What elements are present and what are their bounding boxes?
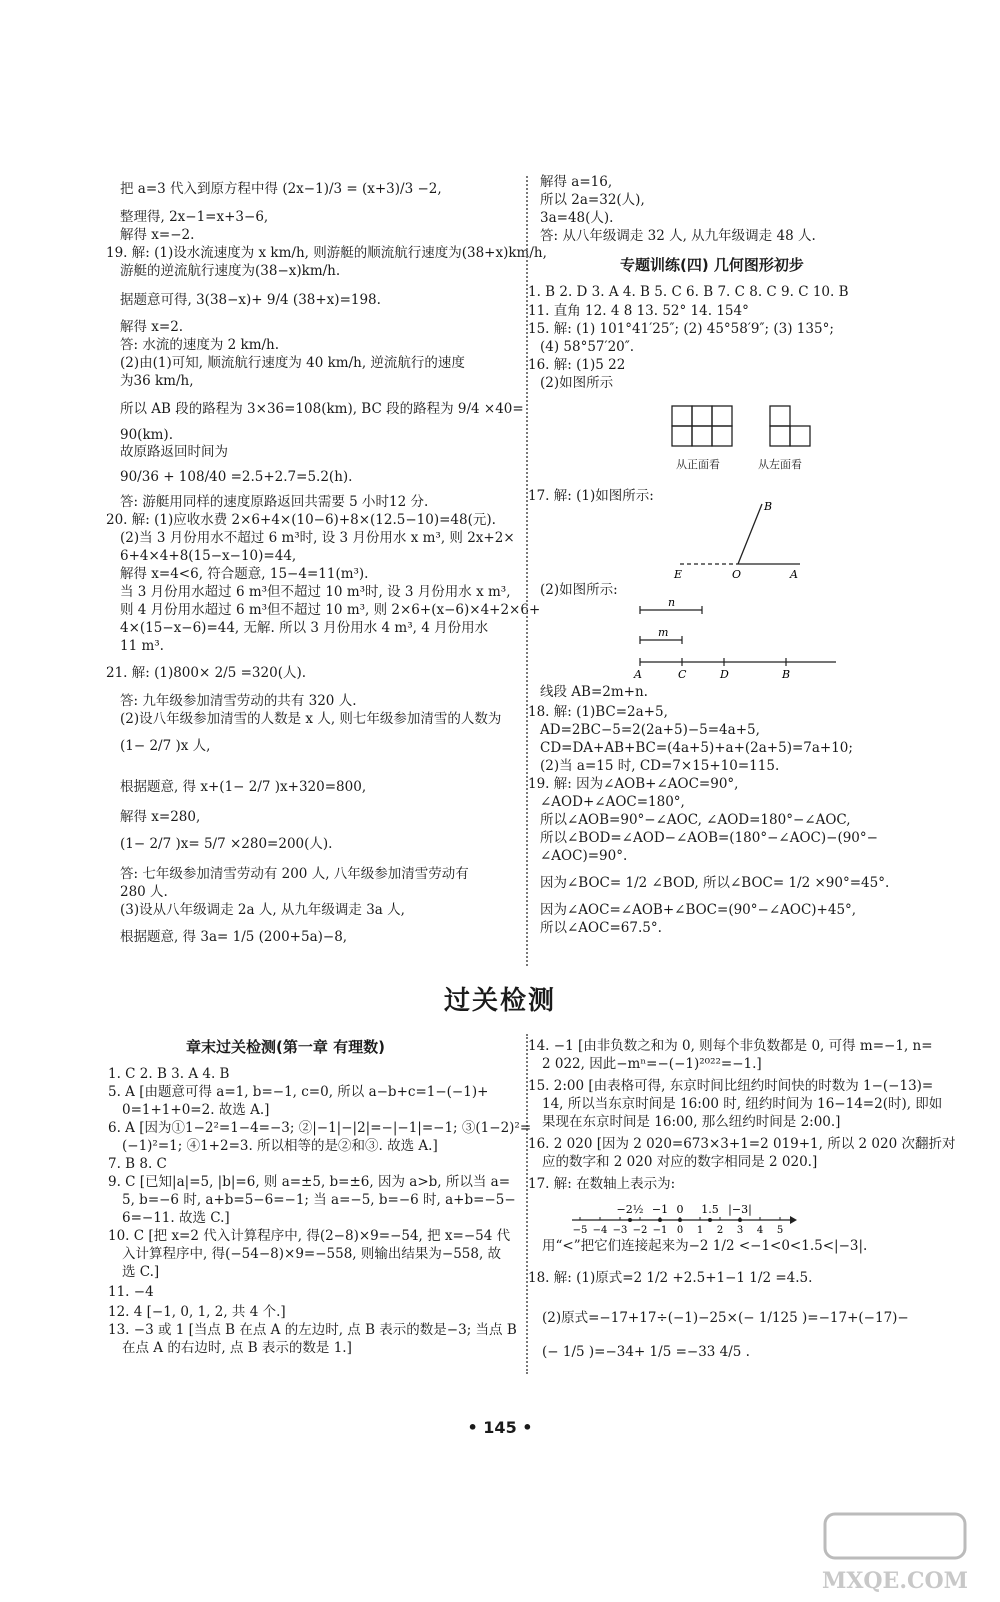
tick-label: 2 bbox=[716, 1225, 724, 1236]
text-line: 14, 所以当东京时间是 16:00 时, 纽约时间为 16−14=2(时), 即如 bbox=[542, 1096, 943, 1112]
tick-label: 5 bbox=[776, 1225, 784, 1236]
text-line: (2)当 3 月份用水不超过 6 m³时, 设 3 月份用水 x m³, 则 2x+2× bbox=[120, 530, 515, 546]
text-line: 16. 2 020 [因为 2 020=673×3+1=2 019+1, 所以 2 020 次翻折对 bbox=[528, 1136, 956, 1152]
number-line bbox=[568, 1196, 798, 1236]
text-line: 4×(15−x−6)=44, 无解. 所以 3 月份用水 4 m³, 4 月份用水 bbox=[120, 620, 489, 636]
text-line: 答: 九年级参加清雪劳动的共有 320 人. bbox=[120, 693, 357, 709]
text-line: 因为∠AOC=∠AOB+∠BOC=(90°−∠AOC)+45°, bbox=[540, 902, 857, 918]
text-line: 3a=48(人). bbox=[540, 210, 614, 226]
text-line: 5, b=−6 时, a+b=5−6=−1; 当 a=−5, b=−6 时, a+b=−5− bbox=[122, 1192, 516, 1208]
text-line: (− 1/5 )=−34+ 1/5 =−33 4/5 . bbox=[542, 1344, 750, 1360]
text-line: 所以∠AOC=67.5°. bbox=[540, 920, 662, 936]
text-line: 1. C 2. B 3. A 4. B bbox=[108, 1066, 230, 1082]
text-line: (4) 58°57′20″. bbox=[540, 339, 635, 355]
text-line: 因为∠BOC= 1/2 ∠BOD, 所以∠BOC= 1/2 ×90°=45°. bbox=[540, 875, 890, 891]
point-marker bbox=[628, 1218, 632, 1222]
left-column-bottom bbox=[108, 1066, 532, 1388]
segment-label: m bbox=[658, 626, 669, 639]
tick-label: 0 bbox=[676, 1225, 684, 1236]
tick-label: −5 bbox=[572, 1225, 588, 1236]
arrow-icon bbox=[790, 1216, 797, 1224]
point-marker bbox=[658, 1218, 662, 1222]
text-line: 选 C.] bbox=[122, 1264, 160, 1280]
text-line: 答: 从八年级调走 32 人, 从九年级调走 48 人. bbox=[540, 228, 816, 244]
point-label: C bbox=[678, 668, 687, 680]
special-training-title: 专题训练(四) 几何图形初步 bbox=[620, 256, 804, 274]
point-label: −2½ bbox=[616, 1203, 644, 1216]
point-label: A bbox=[790, 568, 798, 580]
left-view-label: 从左面看 bbox=[758, 458, 802, 471]
text-line: (2)原式=−17+17÷(−1)−25×(− 1/125 )=−17+(−17)− bbox=[542, 1310, 909, 1326]
text-line: (3)设从八年级调走 2a 人, 从九年级调走 3a 人, bbox=[120, 902, 405, 918]
text-line: 应的数字和 2 020 对应的数字相同是 2 020.] bbox=[542, 1154, 818, 1170]
text-line: 7. B 8. C bbox=[108, 1156, 167, 1172]
text-line: 6=−11. 故选 C.] bbox=[122, 1210, 230, 1226]
text-line: 11. 直角 12. 4 8 13. 52° 14. 154° bbox=[528, 303, 749, 319]
text-line: 2 022, 因此−mⁿ=−(−1)²⁰²²=−1.] bbox=[542, 1056, 762, 1072]
text-line: 当 3 月份用水超过 6 m³但不超过 10 m³时, 设 3 月份用水 x m³, bbox=[120, 584, 511, 600]
text-line: 解得 x=−2. bbox=[120, 227, 195, 243]
text-line: 所以 2a=32(人), bbox=[540, 192, 645, 208]
point-marker bbox=[678, 1218, 682, 1222]
text-line: CD=DA+AB+BC=(4a+5)+a+(2a+5)=7a+10; bbox=[540, 740, 853, 756]
text-line: 据题意可得, 3(38−x)+ 9/4 (38+x)=198. bbox=[120, 292, 381, 308]
text-line: (1− 2/7 )x 人, bbox=[120, 738, 211, 754]
front-view-label: 从正面看 bbox=[676, 458, 720, 471]
text-line: 21. 解: (1)800× 2/5 =320(人). bbox=[106, 665, 307, 681]
text-line: 线段 AB=2m+n. bbox=[540, 684, 648, 700]
text-line: (2)设八年级参加清雪的人数是 x 人, 则七年级参加清雪的人数为 bbox=[120, 711, 502, 727]
text-line: 在点 A 的右边时, 点 B 表示的数是 1.] bbox=[122, 1340, 352, 1356]
text-line: 5. A [由题意可得 a=1, b=−1, c=0, 所以 a−b+c=1−(−1)+ bbox=[108, 1084, 489, 1100]
text-line: (2)如图所示: bbox=[540, 582, 618, 598]
text-line: 答: 游艇用同样的速度原路返回共需要 5 小时12 分. bbox=[120, 494, 429, 510]
text-line: 解得 x=2. bbox=[120, 319, 184, 335]
text-line: 90(km). bbox=[120, 427, 173, 443]
text-line: (−1)²=1; ④1+2=3. 所以相等的是②和③. 故选 A.] bbox=[122, 1138, 438, 1154]
point-label: D bbox=[720, 668, 729, 680]
point-label: O bbox=[732, 568, 742, 580]
watermark-text: MXQE.COM bbox=[821, 1568, 969, 1594]
tick-label: 3 bbox=[736, 1225, 744, 1236]
right-column-bottom-b bbox=[528, 1240, 928, 1370]
text-line: 12. 4 [−1, 0, 1, 2, 共 4 个.] bbox=[108, 1304, 286, 1320]
page-number: • 145 • bbox=[467, 1418, 533, 1437]
text-line: 13. −3 或 1 [当点 B 在点 A 的左边时, 点 B 表示的数是−3; 当点 B bbox=[108, 1322, 517, 1338]
point-label: 0 bbox=[676, 1203, 684, 1216]
text-line: (2)如图所示 bbox=[540, 375, 614, 391]
text-line: 18. 解: (1)BC=2a+5, bbox=[528, 704, 668, 720]
text-line: 果现在东京时间是 16:00, 那么纽约时间是 2:00.] bbox=[542, 1114, 841, 1130]
text-line: 答: 水流的速度为 2 km/h. bbox=[120, 337, 280, 353]
text-line: 90/36 + 108/40 =2.5+2.7=5.2(h). bbox=[120, 469, 353, 485]
tick-label: 4 bbox=[756, 1225, 764, 1236]
text-line: 19. 解: (1)设水流速度为 x km/h, 则游艇的顺流航行速度为(38+x)km/h, bbox=[106, 245, 547, 261]
point-marker bbox=[738, 1218, 742, 1222]
text-line: 为36 km/h, bbox=[120, 373, 194, 389]
text-line: 6+4×4+8(15−x−10)=44, bbox=[120, 548, 297, 564]
text-line: 所以∠AOB=90°−∠AOC, ∠AOD=180°−∠AOC, bbox=[540, 812, 851, 828]
text-line: 入计算程序中, 得(−54−8)×9=−558, 则输出结果为−558, 故 bbox=[122, 1246, 502, 1262]
point-marker bbox=[708, 1218, 712, 1222]
tick-label: 1 bbox=[696, 1225, 704, 1236]
text-line: 答: 七年级参加清雪劳动有 200 人, 八年级参加清雪劳动有 bbox=[120, 866, 469, 882]
text-line: 解得 x=280, bbox=[120, 809, 201, 825]
text-line: 用“<”把它们连接起来为−2 1/2 <−1<0<1.5<|−3|. bbox=[542, 1238, 868, 1254]
point-label: B bbox=[782, 668, 791, 680]
text-line: ∠AOD+∠AOC=180°, bbox=[540, 794, 685, 810]
text-line: (2)由(1)可知, 顺流航行速度为 40 km/h, 逆流航行的速度 bbox=[120, 355, 465, 371]
text-line: 故原路返回时间为 bbox=[120, 444, 228, 460]
text-line: 游艇的逆流航行速度为(38−x)km/h. bbox=[120, 263, 341, 279]
text-line: 14. −1 [由非负数之和为 0, 则每个非负数都是 0, 可得 m=−1, n= bbox=[528, 1038, 933, 1054]
text-line: 根据题意, 得 x+(1− 2/7 )x+320=800, bbox=[120, 779, 367, 795]
right-column-bottom bbox=[528, 1038, 956, 1200]
text-line: 6. A [因为①1−2²=1−4=−3; ②|−1|−|2|=−|−1|=−1; ③(1−2)²= bbox=[108, 1120, 532, 1136]
segment-label: n bbox=[668, 596, 676, 609]
text-line: (2)当 a=15 时, CD=7×15+10=115. bbox=[540, 758, 780, 774]
text-line: 解得 a=16, bbox=[540, 174, 613, 190]
ray-figure bbox=[672, 498, 812, 580]
text-line: 则 4 月份用水超过 6 m³但不超过 10 m³, 则 2×6+(x−6)×4+2×6+ bbox=[120, 602, 541, 618]
tick-label: −4 bbox=[592, 1225, 608, 1236]
text-line: 15. 2:00 [由表格可得, 东京时间比纽约时间快的时数为 1−(−13)= bbox=[528, 1078, 934, 1094]
point-label: A bbox=[634, 668, 642, 680]
text-line: 19. 解: 因为∠AOB+∠AOC=90°, bbox=[528, 776, 739, 792]
text-line: 17. 解: 在数轴上表示为: bbox=[528, 1176, 676, 1192]
point-label: B bbox=[764, 500, 773, 513]
text-line: 9. C [已知|a|=5, |b|=6, 则 a=±5, b=±6, 因为 a>b, 所以当 a= bbox=[108, 1174, 511, 1190]
text-line: 16. 解: (1)5 22 bbox=[528, 357, 626, 373]
text-line: 20. 解: (1)应收水费 2×6+4×(10−6)+8×(12.5−10)=48(元). bbox=[106, 512, 496, 528]
text-line: ∠AOC)=90°. bbox=[540, 848, 628, 864]
tick-label: −1 bbox=[652, 1225, 668, 1236]
text-line: 解得 x=4<6, 符合题意, 15−4=11(m³). bbox=[120, 566, 369, 582]
text-line: 根据题意, 得 3a= 1/5 (200+5a)−8, bbox=[120, 929, 348, 945]
text-line: 所以 AB 段的路程为 3×36=108(km), BC 段的路程为 9/4 ×40= bbox=[120, 401, 524, 417]
text-line: 10. C [把 x=2 代入计算程序中, 得(2−8)×9=−54, 把 x=−54 代 bbox=[108, 1228, 511, 1244]
text-line: 15. 解: (1) 101°41′25″; (2) 45°58′9″; (3) 135°; bbox=[528, 321, 834, 337]
text-line: AD=2BC−5=2(2a+5)−5=4a+5, bbox=[540, 722, 760, 738]
tick-label: −3 bbox=[612, 1225, 628, 1236]
text-line: 17. 解: (1)如图所示: bbox=[528, 488, 654, 504]
text-line: 280 人. bbox=[120, 884, 168, 900]
point-label: E bbox=[674, 568, 683, 580]
right-column-mid bbox=[528, 684, 900, 946]
text-line: 11 m³. bbox=[120, 638, 164, 654]
left-column-top bbox=[106, 181, 547, 963]
text-line: 把 a=3 代入到原方程中得 (2x−1)/3 = (x+3)/3 −2, bbox=[120, 181, 442, 197]
point-label: |−3| bbox=[728, 1203, 752, 1216]
text-line: 18. 解: (1)原式=2 1/2 +2.5+1−1 1/2 =4.5. bbox=[528, 1270, 813, 1286]
text-line: (1− 2/7 )x= 5/7 ×280=200(人). bbox=[120, 836, 333, 852]
section-title: 过关检测 bbox=[443, 986, 556, 1016]
text-line: 1. B 2. D 3. A 4. B 5. C 6. B 7. C 8. C 9. C 10. B bbox=[528, 284, 849, 300]
tick-label: −2 bbox=[632, 1225, 648, 1236]
text-line: 11. −4 bbox=[108, 1284, 154, 1300]
segment-figure bbox=[630, 596, 850, 680]
text-line: 所以∠BOD=∠AOD−∠AOB=(180°−∠AOC)−(90°− bbox=[540, 830, 878, 846]
watermark-logo bbox=[795, 1508, 995, 1598]
text-line: 整理得, 2x−1=x+3−6, bbox=[120, 209, 269, 225]
point-label: 1.5 bbox=[701, 1203, 719, 1216]
chapter-title: 章末过关检测(第一章 有理数) bbox=[186, 1038, 385, 1056]
text-line: 0=1+1+0=2. 故选 A.] bbox=[122, 1102, 270, 1118]
point-label: −1 bbox=[651, 1203, 669, 1216]
three-view-figure bbox=[670, 404, 830, 474]
